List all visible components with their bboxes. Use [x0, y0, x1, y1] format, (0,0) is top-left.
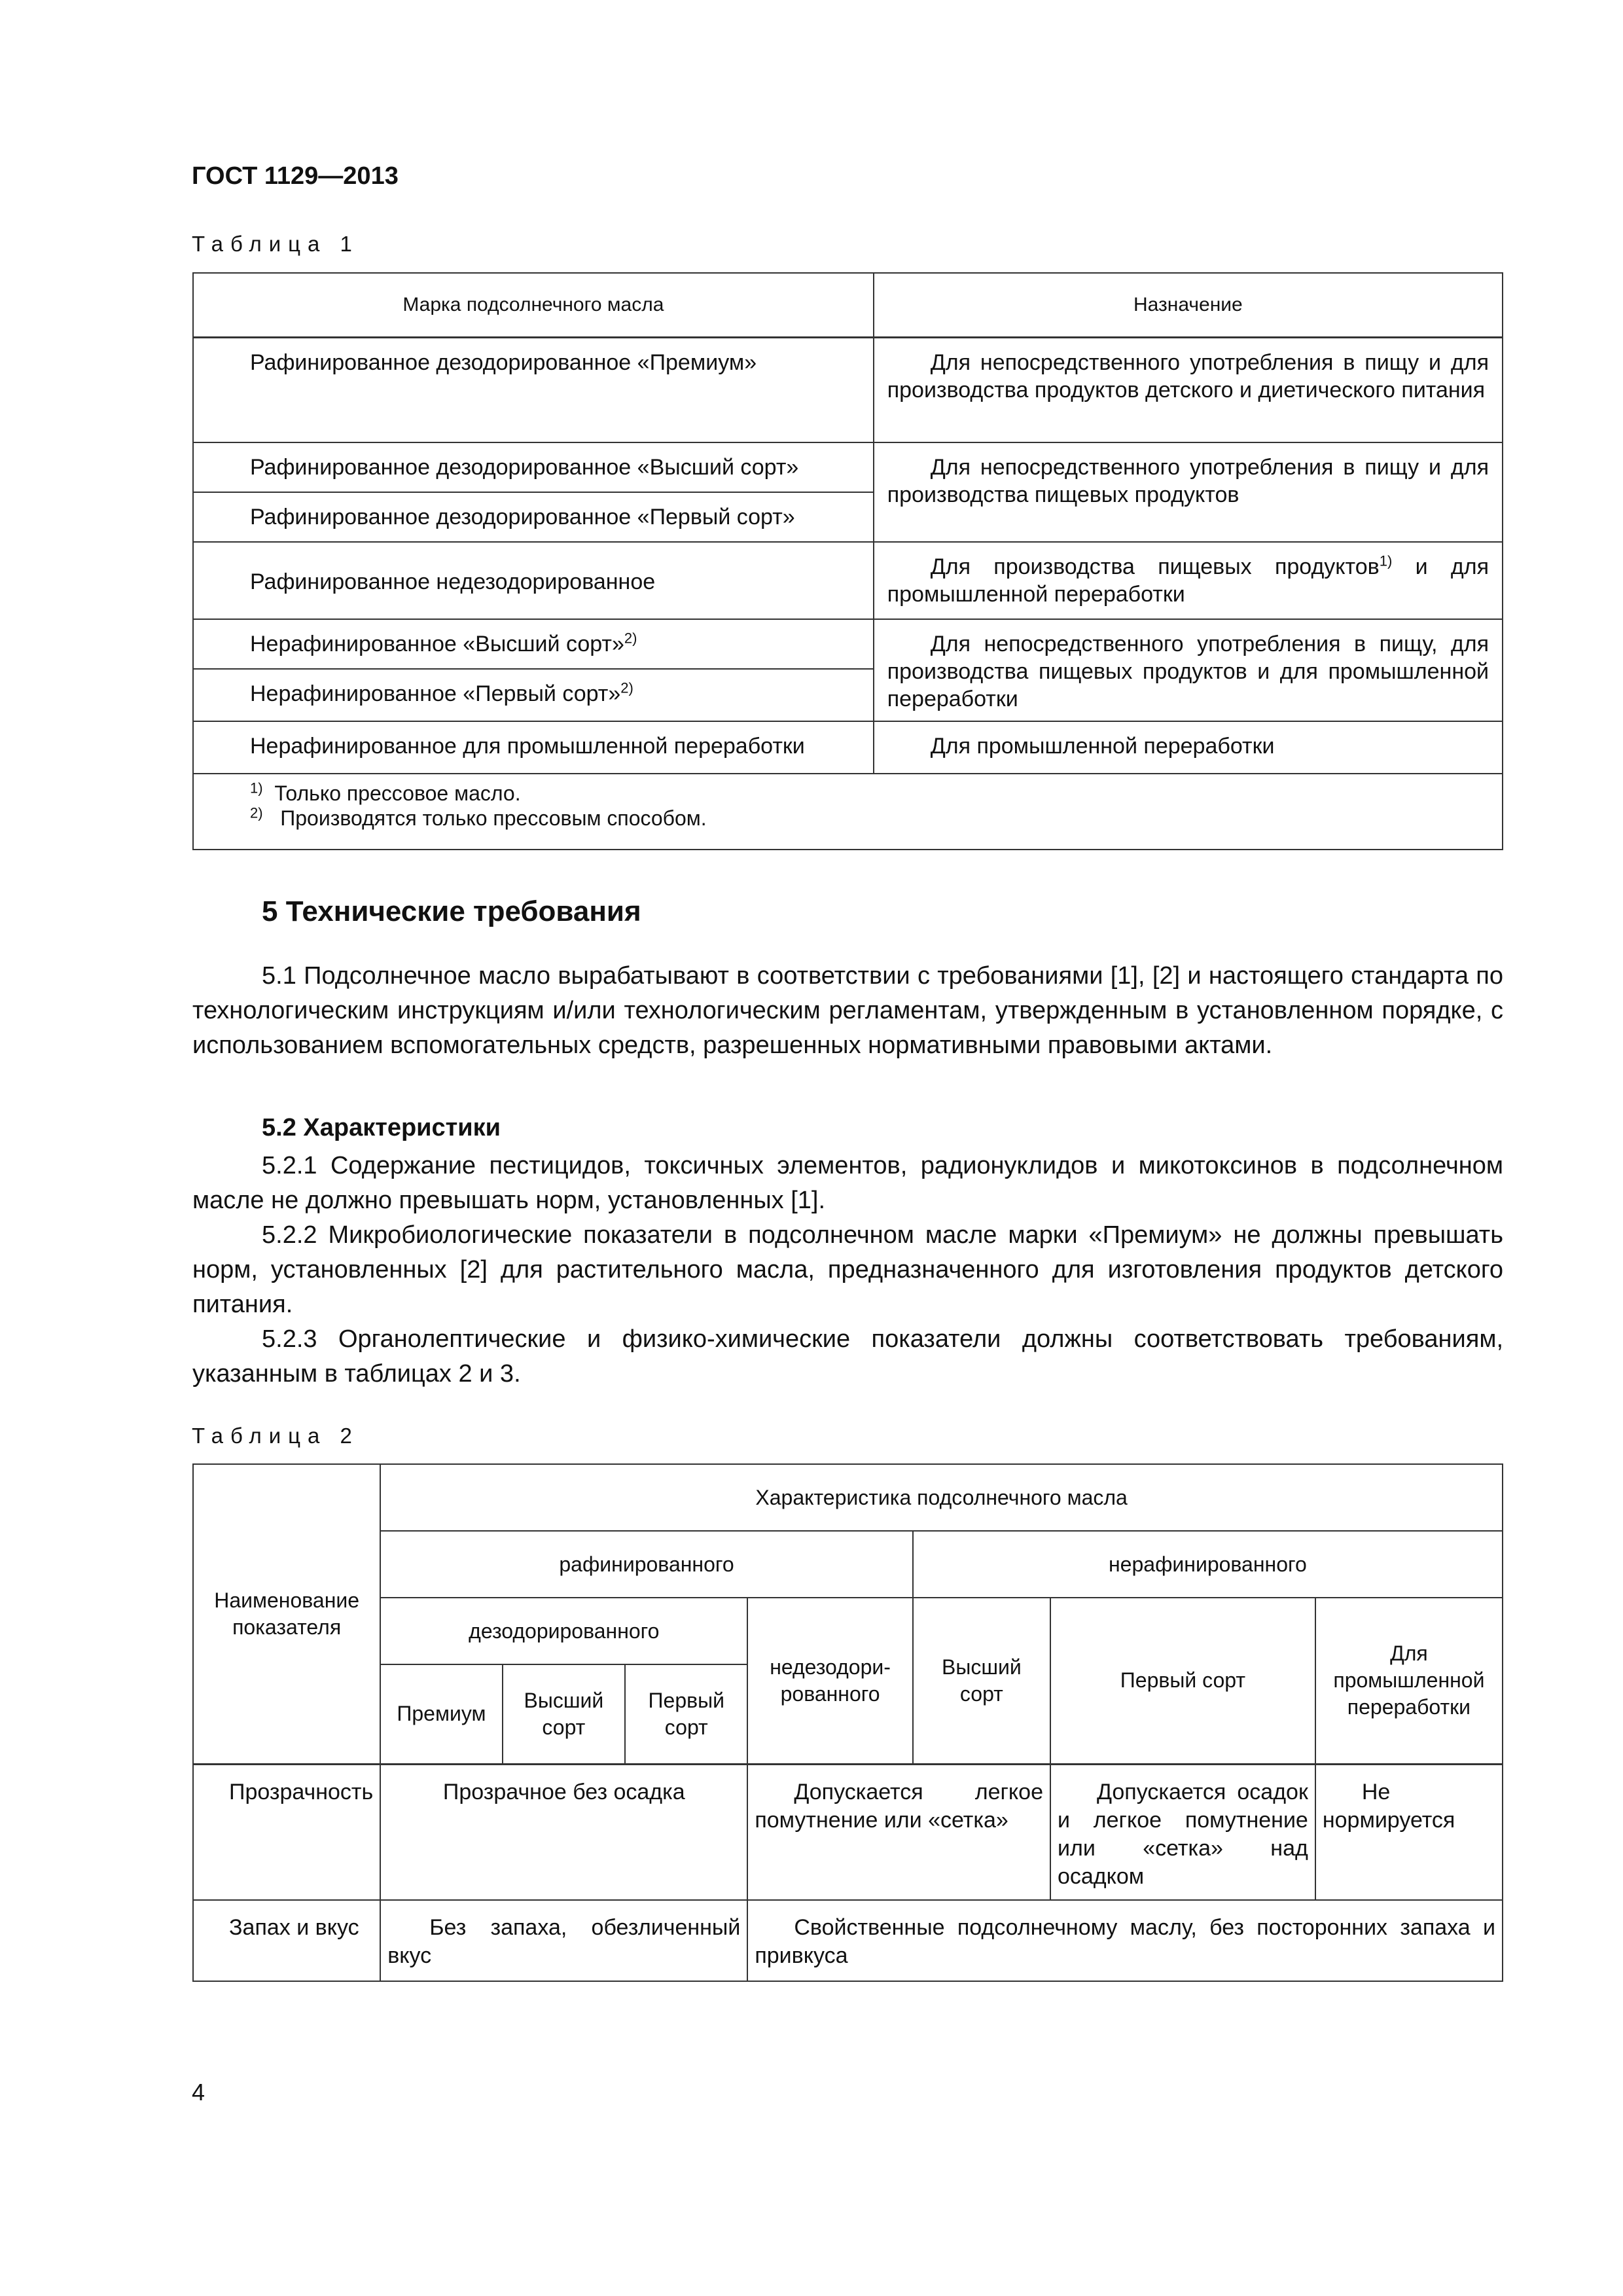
subsection-heading: 5.2 Характеристики [262, 1114, 501, 1141]
table1-brand-cell: Рафинированное дезодорированное «Премиум» [193, 337, 874, 442]
table2-caption: Таблица 2 [192, 1424, 359, 1448]
table2-h-unrefined: нерафинированного [913, 1531, 1503, 1598]
table2-h-indicator: Наименование показателя [193, 1464, 380, 1764]
table2-indicator-cell: Запах и вкус [193, 1900, 380, 1981]
table2-indicator-cell: Прозрачность [193, 1764, 380, 1900]
table1-purpose-cell: Для непосредственного употребления в пищу, для производства пищевых продуктов и для промышленной переработки [874, 619, 1503, 721]
table2-h-unref-highest: Высший сорт [913, 1598, 1050, 1764]
paragraph-5-2-1: 5.2.1 Содержание пестицидов, токсичных элементов, радионуклидов и микотоксинов в подсолнечном масле не должно превышать норм, установленных [1]. [192, 1152, 1503, 1214]
table1-purpose-cell: Для непосредственного употребления в пищу и для производства пищевых продуктов [874, 442, 1503, 542]
table-row [193, 619, 1503, 669]
table-row [193, 442, 1503, 492]
table-row [193, 1900, 1503, 1981]
table2-h-unref-first: Первый сорт [1050, 1598, 1315, 1764]
footnote-ref: 2) [624, 630, 637, 647]
table2 [192, 1463, 1503, 1982]
table2-value-cell: Без запаха, обезличенный вкус [380, 1900, 747, 1981]
table2-value-cell: Допускается осадок и легкое помутнение или «сетка» над осадком [1050, 1764, 1315, 1900]
table2-h-nondeodorized: недезодори-рованного [747, 1598, 912, 1764]
table2-value-cell: Не нормируется [1315, 1764, 1503, 1900]
paragraph-5-2-2: 5.2.2 Микробиологические показатели в подсолнечном масле марки «Премиум» не должны превышать норм, установленных [2] для растительного масла, предназначенного для изготовления продуктов детского питания. [192, 1221, 1503, 1318]
table2-h-industrial: Для промышленной переработки [1315, 1598, 1503, 1764]
section-heading: 5 Технические требования [262, 895, 641, 927]
table-row [193, 542, 1503, 619]
table1-col-purpose: Назначение [874, 273, 1503, 337]
table2-header-row [193, 1464, 1503, 1531]
table1-caption: Таблица 1 [192, 232, 359, 256]
table1-brand-cell: Нерафинированное «Первый сорт»$^{2)}$ [193, 669, 874, 721]
table1-purpose-cell: Для производства пищевых продуктов$^{1)}$ и для промышленной переработки [874, 542, 1503, 619]
footnote: $^{2)}$ Производятся только прессовым способом. [250, 804, 707, 830]
table2-header-row [193, 1531, 1503, 1598]
table1-purpose-cell: Для непосредственного употребления в пищу и для производства продуктов детского и диетического питания [874, 337, 1503, 442]
table1-footnotes-row [193, 774, 1503, 850]
table2-h-deodorized: дезодорированного [380, 1598, 747, 1664]
table2-value-cell: Допускается легкое помутнение или «сетка» [747, 1764, 1050, 1900]
table2-h-characteristic: Характеристика подсолнечного масла [380, 1464, 1503, 1531]
table1-brand-cell: Нерафинированное «Высший сорт»$^{2)}$ [193, 619, 874, 669]
footnote-ref: 2) [620, 679, 633, 696]
table2-header-row [193, 1598, 1503, 1664]
footnote: $^{1)}$ Только прессовое масло. [250, 780, 521, 805]
table2-h-highest: Высший сорт [503, 1664, 626, 1764]
table1 [192, 272, 1503, 850]
table1-brand-cell: Нерафинированное для промышленной переработки [193, 721, 874, 774]
table2-h-premium: Премиум [380, 1664, 502, 1764]
table1-brand-cell: Рафинированное дезодорированное «Высший сорт» [193, 442, 874, 492]
table-row [193, 1764, 1503, 1900]
table1-purpose-cell: Для промышленной переработки [874, 721, 1503, 774]
footnote-ref: 1) [1379, 552, 1393, 569]
paragraph-5-2-3: 5.2.3 Органолептические и физико-химические показатели должны соответствовать требованиям, указанным в таблицах 2 и 3. [192, 1325, 1503, 1388]
table2-h-first: Первый сорт [625, 1664, 747, 1764]
page-number: 4 [192, 2079, 205, 2106]
table2-value-cell: Свойственные подсолнечному маслу, без посторонних запаха и привкуса [747, 1900, 1503, 1981]
table1-brand-cell: Рафинированное дезодорированное «Первый сорт» [193, 492, 874, 542]
table1-col-brand: Марка подсолнечного масла [193, 273, 874, 337]
table2-h-refined: рафинированного [380, 1531, 913, 1598]
table1-footnotes [193, 774, 1503, 850]
table1-brand-cell: Рафинированное недезодорированное [193, 542, 874, 619]
table1-header-row [193, 273, 1503, 337]
table-row [193, 721, 1503, 774]
table2-value-cell: Прозрачное без осадка [380, 1764, 747, 1900]
paragraph-5-1: 5.1 Подсолнечное масло вырабатывают в соответствии с требованиями [1], [2] и настоящего стандарта по технологическим инструкциям и/или технологическим регламентам, утвержденным в установленном порядке, с использованием вспомогательных средств, разрешенных нормативными правовыми актами. [192, 962, 1503, 1059]
document-header: ГОСТ 1129—2013 [192, 162, 399, 190]
table-row [193, 337, 1503, 442]
